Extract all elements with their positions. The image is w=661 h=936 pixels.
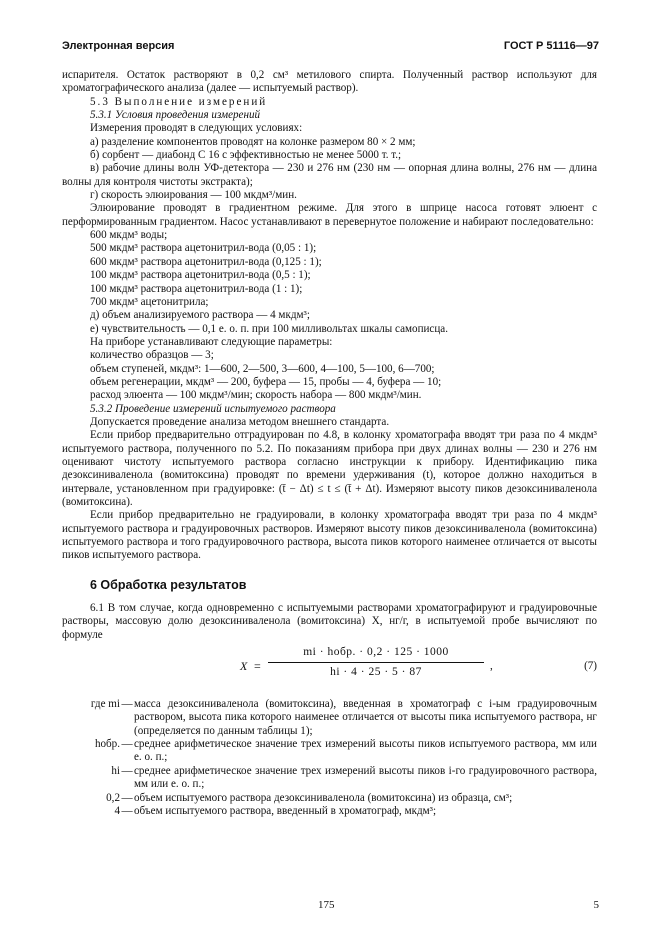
list-item: а) разделение компонентов проводят на колонке размером 80 × 2 мм;: [90, 135, 416, 148]
definition-symbol: 4: [114, 804, 120, 817]
definition-row: 0,2 — объем испытуемого раствора дезоксиниваленола (вомитоксина) из образца, см³;: [62, 792, 597, 805]
definition-text: объем испытуемого раствора, введенный в хроматограф, мкдм³;: [134, 804, 437, 817]
definition-text: среднее арифметическое значение трех измерений высоты пиков i-го градуировочного раствора, мм или е. о. п.;: [134, 764, 597, 791]
paragraph: Если прибор предварительно отградуирован по 4.8, в колонку хроматографа вводят три раза по 4 мкдм³ испытуемого раствора, полученного по 5.2. По показаниям прибора при двух длинах волны — 230 и 276 нм оценивают чистоту испытуемого раствора согласно инструкции к прибору. Идентификацию пика дезоксиниваленола (вомитоксина) проводят по времени удерживания (t), которое должно находиться в интервале, установленном при градуировке: (t̄ − Δt) ≤ t ≤ (t̄ + Δt). Измеряют высоту пиков дезоксиниваленола (вомитоксина).: [62, 429, 597, 508]
page-body: [62, 69, 597, 818]
paragraph: На приборе устанавливают следующие параметры:: [90, 335, 333, 348]
paragraph: Измерения проводят в следующих условиях:: [90, 122, 303, 135]
formula-7: [62, 646, 597, 692]
definition-row: hi — среднее арифметическое значение трех измерений высоты пиков i-го градуировочного раствора, мм или е. о. п.;: [62, 765, 597, 792]
list-item: расход элюента — 100 мкдм³/мин; скорость набора — 800 мкдм³/мин.: [90, 389, 422, 402]
paragraph: Допускается проведение анализа методом внешнего стандарта.: [90, 415, 390, 428]
formula-comma: ,: [490, 660, 493, 673]
list-item: б) сорбент — диабонд С 16 с эффективностью не менее 5000 т. т.;: [90, 149, 402, 162]
definition-symbol: hi: [111, 764, 120, 777]
list-item: 500 мкдм³ раствора ацетонитрил-вода (0,05 : 1);: [90, 242, 317, 255]
list-item: д) объем анализируемого раствора — 4 мкдм³;: [90, 309, 310, 322]
definition-row: hобр. — среднее арифметическое значение трех измерений высоты пиков испытуемого раствора, мм или е. о. п.;: [62, 738, 597, 765]
heading-5-3-1: 5.3.1 Условия проведения измерений: [90, 109, 261, 122]
formula-fraction: [268, 646, 484, 680]
list-item: е) чувствительность — 0,1 е. о. п. при 100 милливольтах шкалы самописца.: [90, 322, 448, 335]
heading-5-3: 5.3 Выполнение измерений: [90, 95, 268, 108]
symbol-definitions: [62, 698, 597, 818]
definition-symbol: где mi: [90, 698, 120, 711]
paragraph: Если прибор предварительно не градуировали, в колонку хроматографа вводят три раза по 4 мкдм³ испытуемого раствора и градуировочных растворов. Измеряют высоту пиков дезоксиниваленола (вомитоксина) испытуемого раствора и того градуировочного раствора, высота пиков которого наименее отличается от высоты пиков испытуемого раствора.: [62, 509, 597, 562]
list-item: количество образцов — 3;: [90, 349, 214, 362]
list-item: 600 мкдм³ раствора ацетонитрил-вода (0,125 : 1);: [90, 255, 322, 268]
paragraph: 6.1 В том случае, когда одновременно с испытуемыми растворами хроматографируют и градуировочные растворы, массовую долю дезоксиниваленола (вомитоксина) X, нг/г, в испытуемой пробе вычисляют по формуле: [62, 602, 597, 641]
list-item: 600 мкдм³ воды;: [90, 229, 168, 242]
formula-numerator: mi · hобр. · 0,2 · 125 · 1000: [268, 646, 484, 663]
definition-symbol: hобр.: [94, 738, 120, 751]
list-item: в) рабочие длины волн УФ-детектора — 230 и 276 нм (230 нм — опорная длина волны, 276 нм — длина волны для контроля чистоты экстракта);: [62, 162, 597, 188]
definition-text: объем испытуемого раствора дезоксиниваленола (вомитоксина) из образца, см³;: [134, 791, 513, 804]
definition-symbol: 0,2: [106, 791, 120, 804]
definition-text: среднее арифметическое значение трех измерений высоты пиков испытуемого раствора, мм или е. о. п.;: [134, 738, 597, 764]
list-item: 100 мкдм³ раствора ацетонитрил-вода (0,5 : 1);: [90, 269, 311, 282]
list-item: объем ступеней, мкдм³: 1—600, 2—500, 3—600, 4—100, 5—100, 6—700;: [90, 362, 435, 375]
definition-row: 4 — объем испытуемого раствора, введенный в хроматограф, мкдм³;: [62, 805, 597, 818]
paragraph: Элюирование проводят в градиентном режиме. Для этого в шприце насоса готовят элюент с перформированным градиентом. Насос устанавливают в перевернутое положение и набирают последовательно:: [62, 202, 597, 228]
formula-equals: =: [254, 659, 261, 674]
list-item: 100 мкдм³ раствора ацетонитрил-вода (1 : 1);: [90, 282, 303, 295]
formula-denominator: hi · 4 · 25 · 5 · 87: [330, 666, 422, 679]
definition-text: масса дезоксиниваленола (вомитоксина), введенная в хроматограф с i-ым градуировочным раствором, высота пика которого наименее отличается от высоты пика испытуемого раствора, нг (определяется по данным таблицы 1);: [134, 698, 597, 737]
list-item: г) скорость элюирования — 100 мкдм³/мин.: [90, 189, 297, 202]
running-header-edition: Электронная версия: [62, 40, 175, 52]
page-number-center: 175: [318, 899, 335, 911]
paragraph: испарителя. Остаток растворяют в 0,2 см³ метилового спирта. Полученный раствор используют для хроматографического анализа (далее — испытуемый раствор).: [62, 69, 597, 95]
formula-lhs: X: [240, 659, 248, 674]
running-header-standard: ГОСТ Р 51116—97: [503, 40, 599, 52]
heading-5-3-2: 5.3.2 Проведение измерений испытуемого раствора: [90, 402, 336, 415]
page-number-right: 5: [593, 899, 599, 911]
list-item: 700 мкдм³ ацетонитрила;: [90, 295, 209, 308]
section-title: 6 Обработка результатов: [90, 577, 247, 592]
definition-row: где mi — масса дезоксиниваленола (вомитоксина), введенная в хроматограф с i-ым градуировочным раствором, высота пика которого наименее отличается от высоты пика испытуемого раствора, нг (определяется по данным таблицы 1);: [62, 698, 597, 738]
formula-number: (7): [584, 660, 597, 673]
list-item: объем регенерации, мкдм³ — 200, буфера — 15, пробы — 4, буфера — 10;: [90, 375, 442, 388]
